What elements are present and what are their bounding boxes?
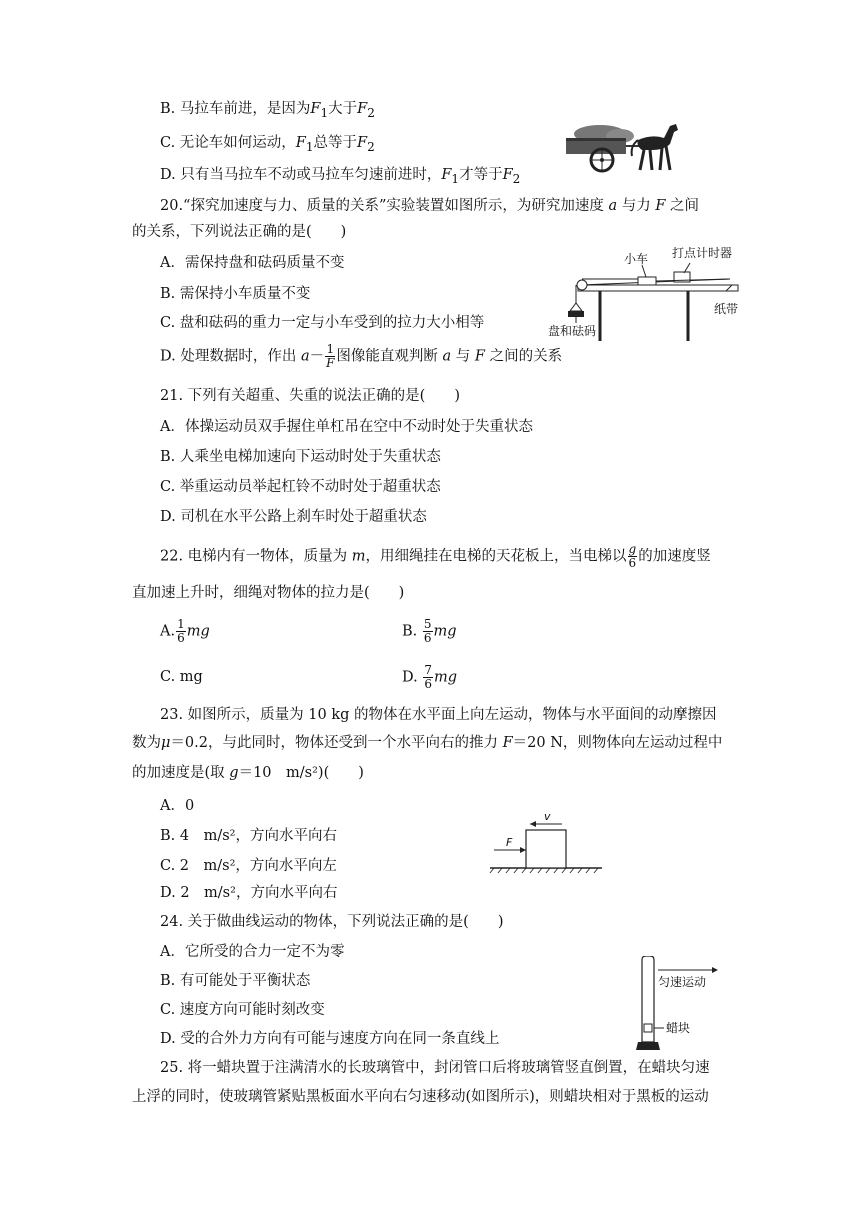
q20-stem-line2: 的关系，下列说法正确的是( ) — [132, 224, 347, 240]
q19-option-b: B. 马拉车前进，是因为$F_1$大于$F_2$ — [160, 101, 375, 120]
q21-stem: 21. 下列有关超重、失重的说法正确的是( ) — [160, 388, 460, 404]
q22-option-d: D. $\frac{7}{6}$ mg — [402, 663, 458, 691]
q23-option-b: B. 4 m/s²，方向水平向右 — [160, 828, 337, 844]
fig-label-tape: 纸带 — [714, 302, 739, 316]
q23-option-a: A．0 — [160, 798, 195, 814]
q23-stem-line2: 数为μ＝0.2，与此同时，物体还受到一个水平向右的推力 F＝20 N，则物体向左运动过程中 — [132, 735, 723, 751]
q22-option-a: A. $\frac{1}{6}$ mg — [160, 617, 210, 645]
q21-option-d: D. 司机在水平公路上刹车时处于超重状态 — [160, 509, 427, 525]
fig-label-timer: 打点计时器 — [672, 246, 733, 260]
q22-option-c: C. mg — [160, 669, 203, 685]
q21-option-a: A．体操运动员双手握住单杠吊在空中不动时处于失重状态 — [160, 419, 533, 435]
q23-block-figure — [486, 810, 606, 874]
q19-option-c: C. 无论车如何运动，$F_1$总等于$F_2$ — [160, 135, 375, 154]
q24-stem: 24. 关于做曲线运动的物体，下列说法正确的是( ) — [160, 914, 504, 930]
fig-label-car: 小车 — [624, 252, 649, 266]
q24-option-b: B. 有可能处于平衡状态 — [160, 973, 311, 989]
q20-apparatus-figure — [540, 245, 750, 345]
fig-label-tray: 盘和砝码 — [548, 324, 597, 338]
q23-option-c: C. 2 m/s²，方向水平向左 — [160, 858, 337, 874]
q24-option-a: A．它所受的合力一定不为零 — [160, 944, 345, 960]
q24-option-d: D. 受的合外力方向有可能与速度方向在同一条直线上 — [160, 1031, 500, 1047]
q23-stem-line1: 23. 如图所示，质量为 10 kg 的物体在水平面上向左运动，物体与水平面间的动摩擦因 — [160, 707, 717, 723]
fig-label-force: F — [506, 836, 513, 849]
q21-option-b: B. 人乘坐电梯加速向下运动时处于失重状态 — [160, 449, 441, 465]
q23-option-d: D. 2 m/s²，方向水平向右 — [160, 885, 338, 901]
q25-stem-line1: 25. 将一蜡块置于注满清水的长玻璃管中，封闭管口后将玻璃管竖直倒置，在蜡块匀速 — [160, 1060, 710, 1076]
q20-option-a: A．需保持盘和砝码质量不变 — [160, 255, 345, 271]
horse-cart-figure — [560, 120, 690, 184]
q24-option-c: C. 速度方向可能时刻改变 — [160, 1002, 325, 1018]
fig-label-uniform-motion: 匀速运动 — [658, 975, 707, 989]
q22-option-b: B. $\frac{5}{6}$ mg — [402, 617, 457, 645]
fig-label-velocity: v — [544, 810, 551, 823]
fig-label-wax-block: 蜡块 — [666, 1021, 691, 1035]
q23-stem-line3: 的加速度是(取 g＝10 m/s²)( ) — [132, 765, 364, 781]
q20-option-d: D. 处理数据时，作出 a－ $\frac{1}{F}$ 图像能直观判断 a 与 F 之间的关系 — [160, 342, 563, 370]
q20-option-b: B. 需保持小车质量不变 — [160, 286, 311, 302]
q19-option-d: D. 只有当马拉车不动或马拉车匀速前进时，$F_1$才等于$F_2$ — [160, 167, 521, 186]
q22-stem-line1: 22. 电梯内有一物体，质量为 m，用细绳挂在电梯的天花板上，当电梯以 $\frac{g}{6}$ 的加速度竖 — [160, 542, 711, 570]
q21-option-c: C. 举重运动员举起杠铃不动时处于超重状态 — [160, 479, 441, 495]
q25-stem-line2: 上浮的同时，使玻璃管紧贴黑板面水平向右匀速移动(如图所示)，则蜡块相对于黑板的运动 — [132, 1089, 709, 1105]
q20-stem-line1: 20.“探究加速度与力、质量的关系”实验装置如图所示，为研究加速度 a 与力 F 之间 — [160, 198, 700, 214]
q24-tube-figure — [632, 956, 732, 1056]
q20-option-c: C. 盘和砝码的重力一定与小车受到的拉力大小相等 — [160, 315, 485, 331]
q22-stem-line2: 直加速上升时，细绳对物体的拉力是( ) — [132, 585, 405, 601]
